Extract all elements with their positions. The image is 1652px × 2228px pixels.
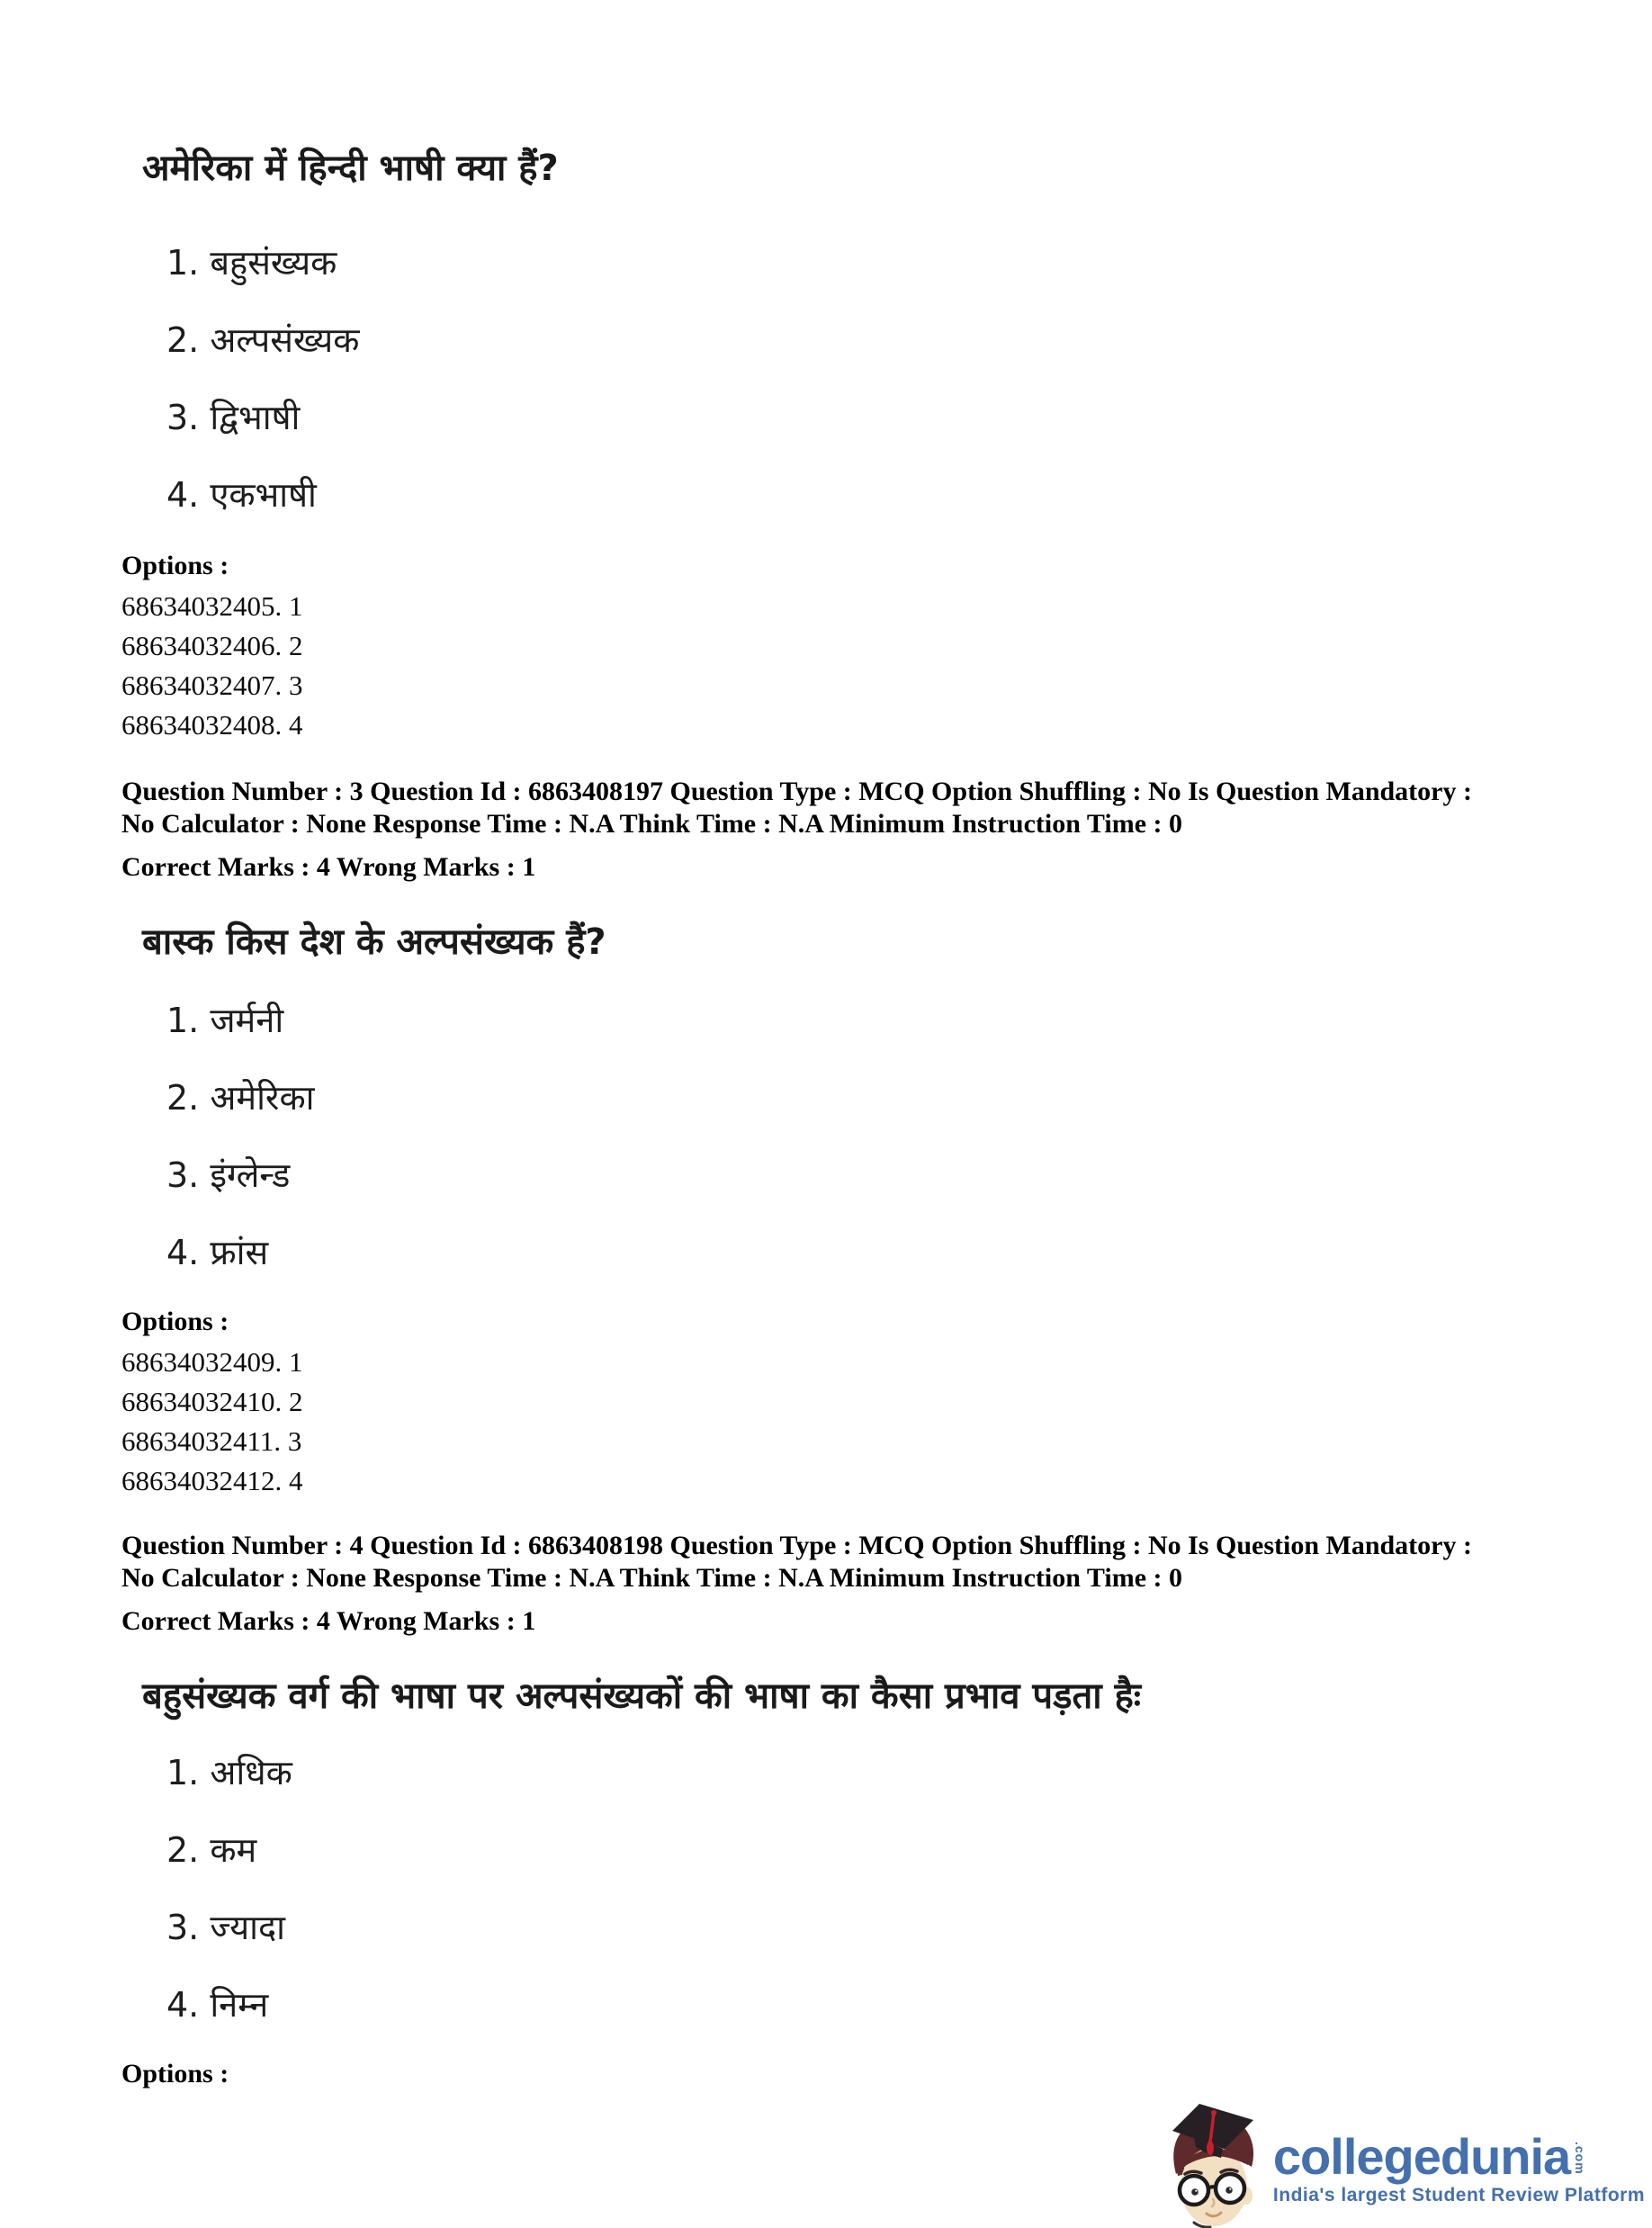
collegedunia-mascot-icon [1167, 2102, 1257, 2228]
choice: 1. बहुसंख्यक [166, 243, 337, 283]
choice: 4. फ्रांस [166, 1233, 269, 1272]
option-id: 68634032409. 1 [121, 1346, 303, 1378]
question-block-4 [121, 1674, 1598, 2091]
options-heading: Options : [121, 1307, 229, 1336]
question-4-metadata [121, 1530, 1598, 1638]
option-id-list [121, 587, 1598, 745]
marks-line: Correct Marks : 4 Wrong Marks : 1 [121, 852, 536, 882]
choice: 3. द्विभाषी [166, 398, 301, 437]
brand-text-group [1272, 2128, 1645, 2206]
options-heading: Options : [121, 2059, 229, 2089]
marks-line: Correct Marks : 4 Wrong Marks : 1 [121, 1606, 536, 1636]
choice: 1. अधिक [166, 1753, 292, 1792]
question-text: अमेरिका में हिन्दी भाषी क्या हैं? [142, 148, 559, 189]
option-id: 68634032407. 3 [121, 669, 303, 701]
question-text: बहुसंख्यक वर्ग की भाषा पर अल्पसंख्यकों की भाषा का कैसा प्रभाव पड़ता हैः [142, 1675, 1141, 1717]
options-heading: Options : [121, 551, 229, 580]
brand-tld: .com [1573, 2142, 1588, 2175]
option-id-list [121, 1343, 1598, 1501]
choice: 3. ज्यादा [166, 1908, 285, 1947]
option-id: 68634032412. 4 [121, 1465, 303, 1496]
question-meta-line: Question Number : 3 Question Id : 6863408197 Question Type : MCQ Option Shuffling : No Is Question Mandatory : [121, 777, 1472, 806]
choice: 4. निम्न [166, 1985, 269, 2025]
question-block-current [121, 146, 1598, 745]
option-id: 68634032406. 2 [121, 630, 303, 661]
question-block-3 [121, 920, 1598, 1501]
choice: 1. जर्मनी [166, 1001, 284, 1040]
question-meta-line: No Calculator : None Response Time : N.A Think Time : N.A Minimum Instruction Time : 0 [121, 809, 1182, 839]
collegedunia-logo [1167, 2102, 1645, 2228]
choice: 2. कम [166, 1830, 257, 1870]
choice: 2. अमेरिका [166, 1078, 315, 1118]
question-meta-line: Question Number : 4 Question Id : 6863408198 Question Type : MCQ Option Shuffling : No Is Question Mandatory : [121, 1531, 1472, 1560]
choice: 4. एकभाषी [166, 475, 317, 515]
question-3-metadata [121, 776, 1598, 884]
option-id: 68634032405. 1 [121, 590, 303, 622]
option-id: 68634032408. 4 [121, 709, 303, 741]
choice: 3. इंग्लेन्ड [166, 1155, 291, 1195]
choice: 2. अल्पसंख्यक [166, 320, 360, 360]
question-meta-line: No Calculator : None Response Time : N.A Think Time : N.A Minimum Instruction Time : 0 [121, 1563, 1182, 1593]
option-id: 68634032411. 3 [121, 1425, 302, 1457]
option-id: 68634032410. 2 [121, 1386, 303, 1417]
question-text: बास्क किस देश के अल्पसंख्यक हैं? [142, 921, 606, 963]
brand-name: collegedunia [1272, 2128, 1571, 2185]
brand-tagline: India's largest Student Review Platform [1272, 2185, 1645, 2206]
